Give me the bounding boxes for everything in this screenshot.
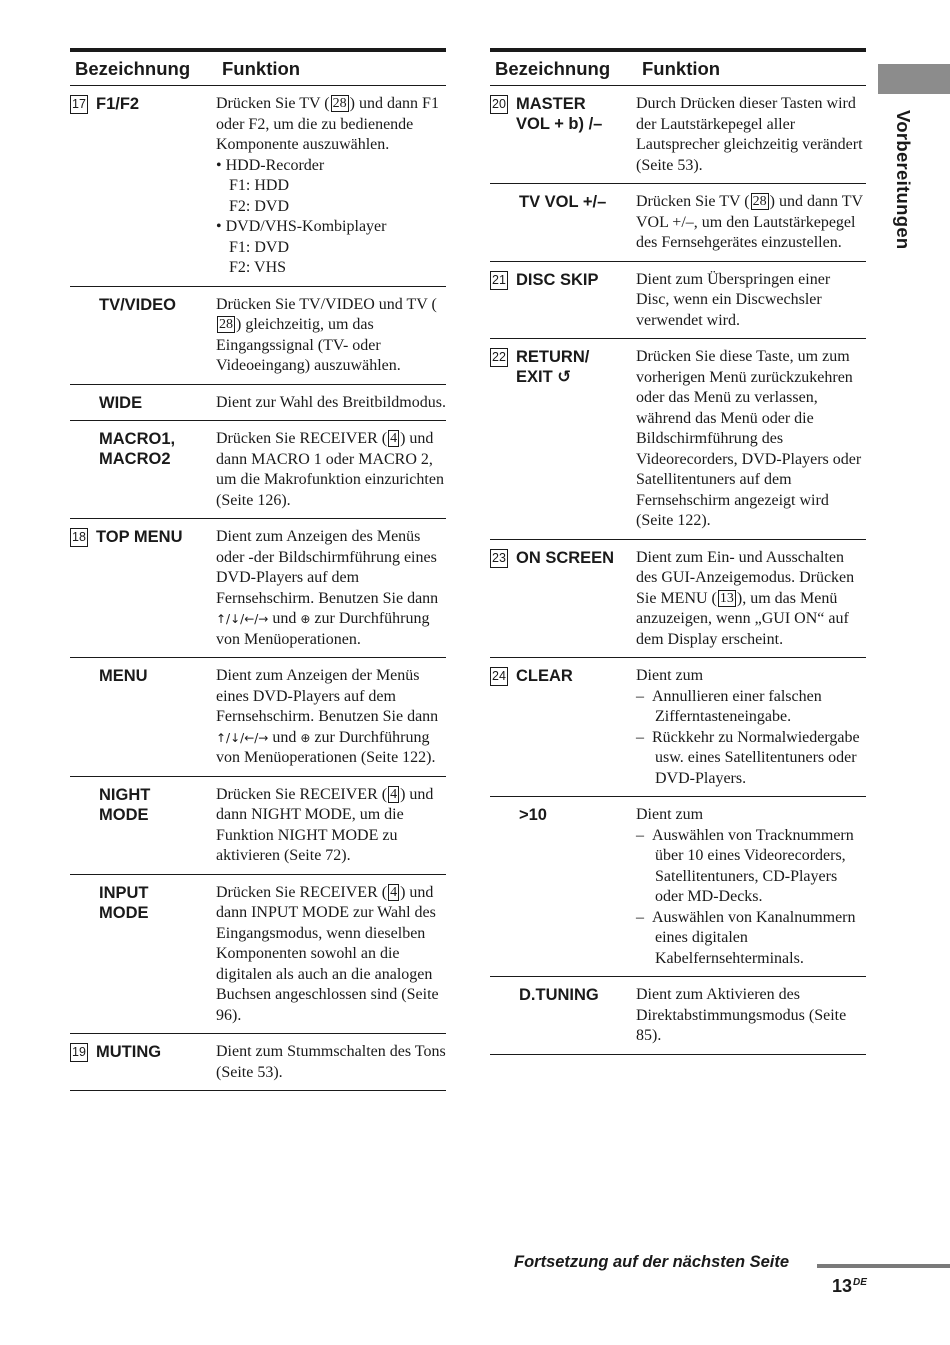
reference-number-box: 28 xyxy=(332,96,347,111)
description-text: Drücken Sie RECEIVER ( 4 ) und dann NIGHT MODE, um die Funktion NIGHT MODE zu aktivieren (Seite 72). xyxy=(216,785,434,864)
page-number xyxy=(832,1276,867,1297)
button-name-cell xyxy=(490,86,636,184)
description-text: Dient zum Anzeigen der Menüs eines DVD-Players auf dem Fernsehschirm. Benutzen Sie dann ↑/↓/←/→ und ⊕ zur Durchführung von Menüoperationen (Seite 122). xyxy=(216,667,439,766)
button-name-cell xyxy=(490,261,636,339)
description-text: Drücken Sie TV ( 28 ) und dann F1 oder F2, um die zu bedienende Komponente auszuwählen. xyxy=(216,95,439,153)
button-name: CLEAR xyxy=(516,667,573,685)
table-header-row xyxy=(70,50,446,86)
button-name: INPUT MODE xyxy=(99,883,149,922)
enter-button-icon: ⊕ xyxy=(300,612,311,626)
table-row xyxy=(70,384,446,421)
table-row xyxy=(70,658,446,777)
item-number-box: 18 xyxy=(70,528,88,547)
reference-number-box: 4 xyxy=(390,431,398,446)
description-text: Dient zum Überspringen einer Disc, wenn ein Discwechsler verwendet wird. xyxy=(636,270,831,329)
table-row xyxy=(70,421,446,519)
button-name-cell xyxy=(70,658,216,777)
table-row xyxy=(490,797,866,977)
table-row xyxy=(70,1034,446,1091)
header-function: Funktion xyxy=(216,50,446,86)
header-function: Funktion xyxy=(636,50,866,86)
button-name: NIGHT MODE xyxy=(99,785,151,824)
description-text: Drücken Sie RECEIVER ( 4 ) und dann INPUT MODE zur Wahl des Eingangsmodus, wenn dieselben Komponenten sowohl an die digitalen als auch an die analogen Buchsen angeschlossen sind (Seite 96). xyxy=(216,883,439,1024)
enter-button-icon: ⊕ xyxy=(300,730,311,745)
button-name: RETURN/ EXIT ↺ xyxy=(516,348,590,386)
button-name-cell xyxy=(70,421,216,519)
reference-number-box: 28 xyxy=(752,194,767,209)
item-number-box: 19 xyxy=(70,1043,88,1062)
table-row xyxy=(70,776,446,874)
table-row xyxy=(490,261,866,339)
function-description xyxy=(216,874,446,1034)
description-text: Dient zur Wahl des Breitbildmodus. xyxy=(216,393,446,411)
description-text: Dient zum Aktivieren des Direktabstimmungsmodus (Seite 85). xyxy=(636,986,847,1044)
function-description xyxy=(636,658,866,797)
button-name-cell xyxy=(70,874,216,1034)
table-row xyxy=(70,286,446,384)
dash-item: – Auswählen von Kanalnummern eines digitalen Kabelfernsehterminals. xyxy=(636,908,856,967)
left-column xyxy=(70,48,446,1091)
arrow-keys-icon: ↑/↓/←/→ xyxy=(216,730,269,745)
description-text: Dient zum xyxy=(636,667,704,684)
bullet-subitem: F2: DVD xyxy=(229,197,290,215)
reference-number-box: 4 xyxy=(390,884,398,900)
function-description xyxy=(636,977,866,1055)
bullet-subitem: F1: HDD xyxy=(229,177,290,194)
button-name-cell xyxy=(70,286,216,384)
header-name: Bezeichnung xyxy=(490,50,636,86)
continue-rule xyxy=(817,1264,950,1268)
right-reference-table xyxy=(490,48,866,1055)
item-number-box: 17 xyxy=(70,95,88,114)
dash-item: – Auswählen von Tracknummern über 10 eines Videorecorders, Satellitentuners, CD-Players oder MD-Decks. xyxy=(636,826,854,905)
button-name-cell xyxy=(70,1034,216,1091)
dash-item: – Annullieren einer falschen Zifferntasteneingabe. xyxy=(636,687,822,725)
description-text: Drücken Sie TV ( 28 ) und dann TV VOL +/–, um den Lautstärkepegel des Fernsehgerätes einzustellen. xyxy=(636,193,863,251)
button-name: MACRO1, MACRO2 xyxy=(99,430,176,468)
button-name: MENU xyxy=(99,667,148,685)
button-name: D.TUNING xyxy=(519,986,599,1004)
function-description xyxy=(636,539,866,658)
item-number-box: 20 xyxy=(490,95,508,114)
description-text: Dient zum xyxy=(636,806,704,823)
description-text: Dient zum Stummschalten des Tons (Seite 53). xyxy=(216,1043,446,1081)
button-name: MASTER VOL + b) /– xyxy=(516,95,603,133)
left-reference-table xyxy=(70,48,446,1091)
description-text: Drücken Sie diese Taste, um zum vorherigen Menü zurückzukehren oder das Menü zu verlassen, während das Menü oder die Bildschirmführung des Videorecorders, DVD-Players oder Satellitentuners auf dem Fernsehschirm angezeigt wird (Seite 122). xyxy=(636,348,862,529)
button-name-cell xyxy=(490,977,636,1055)
button-name: TOP MENU xyxy=(96,528,183,546)
function-description xyxy=(636,339,866,540)
item-number-box: 23 xyxy=(490,549,508,568)
item-number-box: 24 xyxy=(490,667,508,686)
function-description xyxy=(636,86,866,184)
reference-number-box: 4 xyxy=(390,786,398,802)
table-row xyxy=(490,184,866,262)
section-tab-label: Vorbereitungen xyxy=(893,110,914,250)
table-row xyxy=(490,339,866,540)
bullet-subitem: F1: DVD xyxy=(229,238,290,256)
button-name: MUTING xyxy=(96,1043,162,1061)
bullet-item: • DVD/VHS-Kombiplayer xyxy=(216,218,387,235)
dash-item: – Rückkehr zu Normalwiedergabe usw. eines Satellitentuners oder DVD-Players. xyxy=(636,728,860,787)
button-name-cell xyxy=(490,339,636,540)
button-name-cell xyxy=(70,384,216,421)
button-name: WIDE xyxy=(99,393,143,412)
button-name: DISC SKIP xyxy=(516,270,599,289)
right-table-body xyxy=(490,86,866,1055)
table-row xyxy=(70,86,446,287)
button-name-cell xyxy=(70,776,216,874)
button-name: F1/F2 xyxy=(96,95,140,113)
description-text: Dient zum Anzeigen des Menüs oder -der Bildschirmführung eines DVD-Players auf dem Fernsehschirm. Benutzen Sie dann ↑/↓/←/→ und ⊕ zur Durchführung von Menüoperationen. xyxy=(216,528,439,648)
function-description xyxy=(216,286,446,384)
function-description xyxy=(216,86,446,287)
table-header-row xyxy=(490,50,866,86)
left-table-body xyxy=(70,86,446,1091)
page-number-suffix: DE xyxy=(853,1277,867,1288)
function-description xyxy=(216,776,446,874)
description-text: Drücken Sie RECEIVER ( 4 ) und dann MACRO 1 oder MACRO 2, um die Makrofunktion einzurichten (Seite 126). xyxy=(216,430,444,509)
reference-number-box: 13 xyxy=(719,590,734,606)
table-row xyxy=(490,539,866,658)
button-name: ON SCREEN xyxy=(516,548,615,567)
button-name-cell xyxy=(70,86,216,287)
function-description xyxy=(216,421,446,519)
function-description xyxy=(216,1034,446,1091)
table-row xyxy=(490,977,866,1055)
reference-number-box: 28 xyxy=(219,317,233,332)
button-name: TV/VIDEO xyxy=(99,295,177,314)
function-description xyxy=(216,519,446,658)
bullet-subitem: F2: VHS xyxy=(229,259,287,276)
table-row xyxy=(70,519,446,658)
button-name-cell xyxy=(70,519,216,658)
bullet-item: • HDD-Recorder xyxy=(216,156,325,174)
item-number-box: 21 xyxy=(490,271,508,290)
button-name-cell xyxy=(490,658,636,797)
button-name-cell xyxy=(490,539,636,658)
button-name-cell xyxy=(490,184,636,262)
table-row xyxy=(70,874,446,1034)
right-column xyxy=(490,48,866,1055)
section-tab-marker xyxy=(878,64,950,94)
description-text: Dient zum Ein- und Ausschalten des GUI-Anzeigemodus. Drücken Sie MENU ( 13 ), um das Menü anzuzeigen, wenn „GUI ON“ auf dem Display erscheint. xyxy=(636,548,855,648)
function-description xyxy=(216,658,446,777)
function-description xyxy=(636,184,866,262)
table-row xyxy=(490,86,866,184)
arrow-keys-icon: ↑/↓/←/→ xyxy=(216,612,269,626)
description-text: Drücken Sie TV/VIDEO und TV (28 ) gleichzeitig, um das Eingangssignal (TV- oder Videoeingang) auszuwählen. xyxy=(216,295,437,374)
item-number-box: 22 xyxy=(490,348,508,367)
function-description xyxy=(636,797,866,977)
header-name: Bezeichnung xyxy=(70,50,216,86)
function-description xyxy=(216,384,446,421)
button-name-cell xyxy=(490,797,636,977)
button-name: TV VOL +/– xyxy=(519,193,607,211)
continue-note: Fortsetzung auf der nächsten Seite xyxy=(514,1253,790,1271)
page-number-value: 13 xyxy=(832,1276,853,1296)
description-text: Durch Drücken dieser Tasten wird der Lautstärkepegel aller Lautsprecher gleichzeitig verändert (Seite 53). xyxy=(636,95,863,174)
table-row xyxy=(490,658,866,797)
button-name: >10 xyxy=(519,806,547,824)
function-description xyxy=(636,261,866,339)
